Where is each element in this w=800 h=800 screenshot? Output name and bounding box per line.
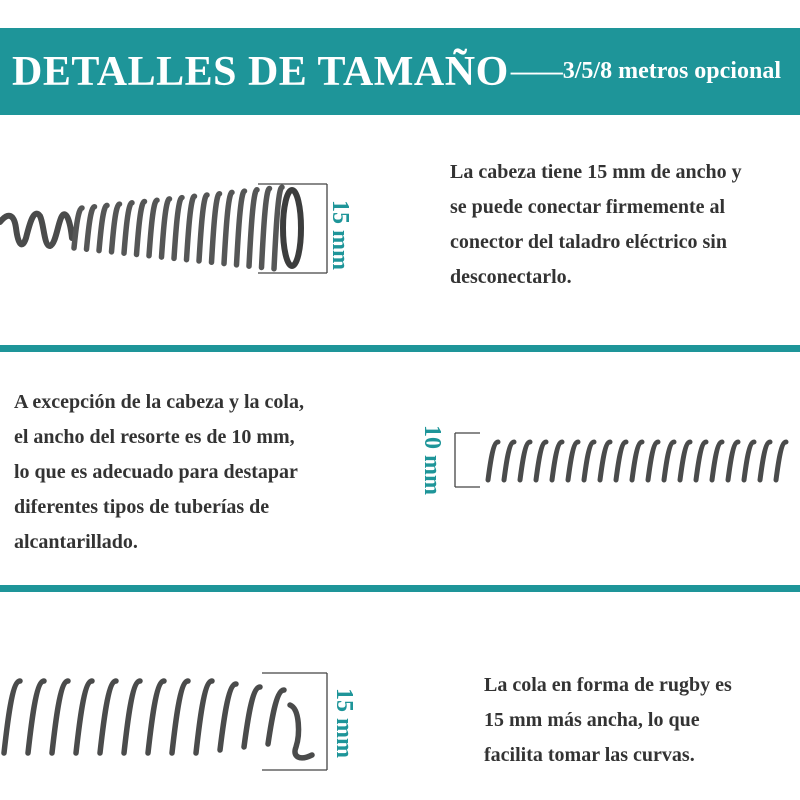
spring-coil (616, 442, 626, 480)
spring-head-image (0, 178, 340, 278)
spring-coil (220, 684, 236, 750)
spring-coil (584, 442, 594, 480)
spring-coil (600, 442, 610, 480)
description-line: alcantarillado. (14, 531, 138, 553)
spring-body-image (450, 425, 800, 495)
spring-coil (696, 442, 706, 480)
spring-coil (680, 442, 690, 480)
description-line: A excepción de la cabeza y la cola, (14, 391, 304, 413)
spring-coil (74, 208, 82, 248)
spring-coil (124, 681, 140, 753)
spring-coil (112, 204, 120, 252)
spring-coil (4, 681, 20, 753)
spring-coil (212, 194, 220, 263)
description-line: conector del taladro eléctrico sin (450, 231, 727, 253)
spring-coil (137, 202, 145, 255)
spring-head-coils (0, 214, 72, 246)
spring-coil (760, 442, 770, 480)
spring-coil (249, 190, 257, 266)
spring-coil (552, 442, 562, 480)
spring-coil (99, 205, 107, 250)
description-line: 15 mm más ancha, lo que (484, 709, 700, 731)
description-line: se puede conectar firmemente al (450, 196, 726, 218)
section-divider (0, 345, 800, 352)
spring-coil (172, 681, 188, 753)
dimension-label-body: 10 mm (419, 425, 445, 495)
spring-coil (174, 198, 182, 259)
spring-coil (648, 442, 658, 480)
spring-coil (162, 199, 170, 257)
spring-coil (52, 681, 68, 753)
header-banner (0, 28, 800, 115)
spring-coil (664, 442, 674, 480)
spring-coil (728, 442, 738, 480)
spring-coil (744, 442, 754, 480)
spring-coil (262, 189, 270, 268)
description-line: lo que es adecuado para destapar (14, 461, 298, 483)
spring-coil (124, 203, 132, 253)
spring-coil (100, 681, 116, 753)
spring-coil (268, 690, 284, 744)
spring-coil (196, 681, 212, 753)
description-line: desconectarlo. (450, 266, 572, 288)
section-divider (0, 585, 800, 592)
spring-coil (28, 681, 44, 753)
description-line: La cola en forma de rugby es (484, 674, 732, 696)
spring-coil (488, 442, 498, 480)
spring-coil (76, 681, 92, 753)
spring-coil (148, 681, 164, 753)
spring-coil (87, 207, 95, 250)
spring-coil (237, 191, 245, 265)
description-line: facilita tomar las curvas. (484, 744, 695, 766)
spring-coil (224, 192, 232, 263)
description-head (450, 155, 742, 295)
description-line: el ancho del resorte es de 10 mm, (14, 426, 295, 448)
spring-coil (504, 442, 514, 480)
spring-coil (632, 442, 642, 480)
header-subtitle: 3/5/8 metros opcional (562, 58, 781, 84)
spring-coil (568, 442, 578, 480)
dimension-label-tail: 15 mm (331, 688, 357, 758)
spring-coil (712, 442, 722, 480)
spring-coil (520, 442, 530, 480)
dimension-label-head: 15 mm (327, 200, 353, 270)
header-title: DETALLES DE TAMAÑO (12, 48, 509, 95)
header-dash: —— (510, 56, 563, 86)
spring-coil (244, 687, 260, 747)
description-tail (484, 668, 732, 773)
description-line: La cabeza tiene 15 mm de ancho y (450, 161, 742, 183)
spring-coil (536, 442, 546, 480)
spring-coil (149, 200, 157, 256)
description-line: diferentes tipos de tuberías de (14, 496, 270, 518)
spring-coil (776, 442, 786, 480)
spring-coil (199, 195, 207, 261)
spring-tail-image (0, 665, 340, 780)
description-body (14, 385, 304, 560)
spring-coil (187, 196, 195, 259)
